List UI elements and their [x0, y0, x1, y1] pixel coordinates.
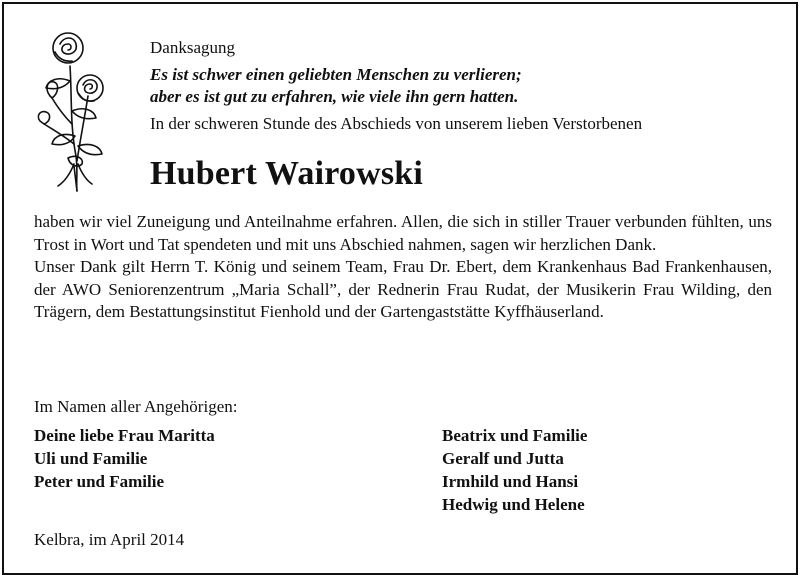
relative-name: Peter und Familie — [34, 472, 164, 491]
thanks-text — [34, 211, 772, 324]
relative-name: Hedwig und Helene — [442, 495, 585, 514]
relative-name: Uli und Familie — [34, 449, 148, 468]
place-date: Kelbra, im April 2014 — [34, 530, 185, 549]
relative-name: Deine liebe Frau Maritta — [34, 426, 215, 445]
intro-text: In der schweren Stunde des Abschieds von unserem lieben Verstorbenen — [150, 114, 643, 133]
relative-name: Beatrix und Familie — [442, 426, 588, 445]
notice-heading: Danksagung — [150, 38, 235, 57]
thanks-paragraph: Unser Dank gilt Herrn T. König und seinem Team, Frau Dr. Ebert, dem Krankenhaus Bad Frankenhausen, der AWO Seniorenzentrum „Maria Schall”, der Rednerin Frau Rudat, der Musikerin Frau Wilding, den Trägern, dem Bestattungsinstitut Fienhold und der Gartengaststätte Kyffhäuserland. — [34, 257, 772, 321]
obituary-notice — [2, 2, 798, 575]
relative-name: Geralf und Jutta — [442, 449, 564, 468]
relatives-intro: Im Namen aller Angehörigen: — [34, 397, 238, 416]
thanks-paragraph: haben wir viel Zuneigung und Anteilnahme erfahren. Allen, die sich in stiller Trauer verbunden fühlten, uns Trost in Wort und Tat spendeten und mit uns Abschied nahmen, sagen wir herzlichen Dank. — [34, 212, 772, 254]
relatives-left-list — [34, 424, 215, 493]
rose-icon — [30, 26, 114, 196]
relative-name: Irmhild und Hansi — [442, 472, 579, 491]
quote-line: aber es ist gut zu erfahren, wie viele ihn gern hatten. — [150, 87, 519, 106]
relatives-right-list — [442, 424, 587, 516]
deceased-name: Hubert Wairowski — [150, 155, 424, 192]
header-block — [150, 38, 790, 134]
quote-line: Es ist schwer einen geliebten Menschen zu verlieren; — [150, 65, 522, 84]
